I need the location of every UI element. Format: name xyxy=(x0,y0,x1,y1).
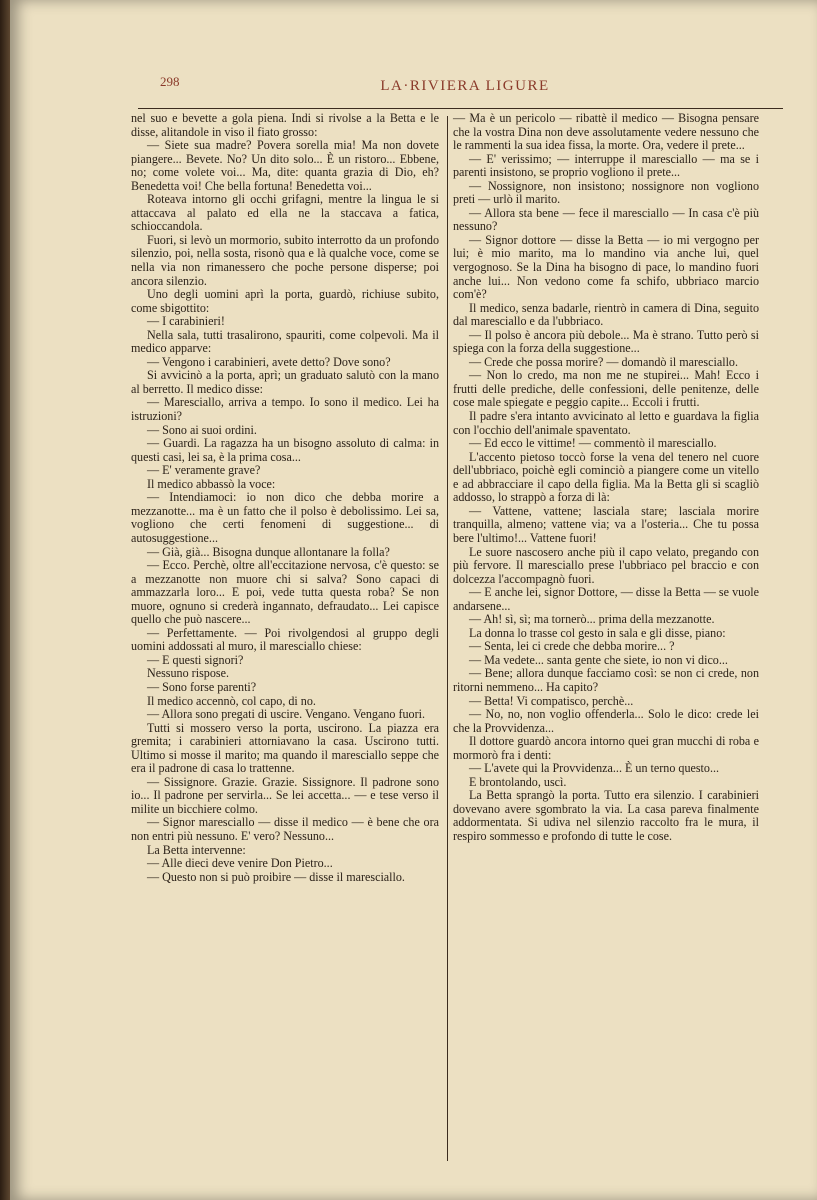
left-column-paragraph: Uno degli uomini aprì la porta, guardò, richiuse subito, come sbigottito: xyxy=(131,287,439,315)
running-title: LA·RIVIERA LIGURE xyxy=(380,78,550,94)
right-column-paragraph: Il padre s'era intanto avvicinato al letto e guardava la figlia con l'occhio dell'animale spaventato. xyxy=(453,409,759,437)
right-column-paragraph: — Bene; allora dunque facciamo così: se non ci crede, non ritorni nemmeno... Ha capito? xyxy=(453,666,759,694)
left-column-paragraph: — Vengono i carabinieri, avete detto? Dove sono? xyxy=(147,354,391,369)
right-column-paragraph: — Allora sta bene — fece il maresciallo — In casa c'è più nessuno? xyxy=(453,205,759,234)
left-column-paragraph: — E questi signori? xyxy=(147,652,244,667)
left-column-paragraph: — Sissignore. Grazie. Grazie. Sissignore. Il padrone sono io... Il padrone per servirla... Se lei accetta... — e tese verso il milite un bicchiere colmo. xyxy=(131,774,439,816)
left-column-paragraph: — Allora sono pregati di uscire. Vengano. Vengano fuori. xyxy=(147,707,425,722)
right-column-paragraph: Il dottore guardò ancora intorno quei gran mucchi di roba e mormorò fra i denti: xyxy=(453,734,759,762)
left-column-paragraph: — Già, già... Bisogna dunque allontanare la folla? xyxy=(147,544,390,559)
right-column-paragraph: E brontolando, uscì. xyxy=(469,774,567,789)
left-column-paragraph: Si avvicinò a la porta, aprì; un graduato salutò con la mano al berretto. Il medico disse: xyxy=(131,368,439,396)
right-column-paragraph: — Vattene, vattene; lasciala stare; lasciala morire tranquilla, almeno; vattene via; va a l'osteria... Che tu possa bere l'ultimo!... Vattene fuori! xyxy=(453,503,759,545)
left-column-paragraph: nel suo e bevette a gola piena. Indi si rivolse a la Betta e le disse, alitandole in viso il fiato grosso: xyxy=(131,111,439,139)
left-column-paragraph: — Ecco. Perchè, oltre all'eccitazione nervosa, c'è questo: se a mezzanotte non muore chi si salva? Sono capaci di ammazzarla loro... E poi, vede tutta questa roba? Se non muore, ognuno si crederà ingannato, defraudato... Lei capisce quello che può nascere... xyxy=(131,558,439,627)
right-column-paragraph: — Ah! sì, sì; ma tornerò... prima della mezzanotte. xyxy=(469,612,715,627)
book-spine-shadow xyxy=(0,0,10,1200)
right-column-paragraph: L'accento pietoso toccò forse la vena del tenero nel cuore dell'ubbriaco, poichè egli cominciò a piangere come un vitello e ad abbracciare il capo della figlia. Ma la Betta gli si scagliò addosso, lo strappò a forza di là: xyxy=(453,449,759,505)
left-column-paragraph: Tutti si mossero verso la porta, uscirono. La piazza era gremita; i carabinieri attorniavano la casa. Uscirono tutti. Ultimo si mosse il marito; ma quando il maresciallo seppe che era il padrone di casa lo trattenne. xyxy=(131,720,439,776)
right-column-paragraph: La donna lo trasse col gesto in sala e gli disse, piano: xyxy=(469,625,726,640)
left-column-paragraph: — Intendiamoci: io non dico che debba morire a mezzanotte... ma è un fatto che il polso è debolissimo. Lei sa, vogliono che certi fenomeni di suggestione... di autosuggestione... xyxy=(131,490,439,545)
right-column-paragraph: — Ma vedete... santa gente che siete, io non vi dico... xyxy=(469,652,728,667)
right-column-paragraph: — Betta! Vi compatisco, perchè... xyxy=(469,693,634,708)
left-column-paragraph: — Siete sua madre? Povera sorella mia! Ma non dovete piangere... Bevete. No? Un dito solo... È un ristoro... Ebbene, no; come volete voi... Ma, dite: quanta grazia di Dio, eh? Benedetta voi! Che bella fortuna! Benedetta voi... xyxy=(131,138,439,193)
right-column-paragraph: — Il polso è ancora più debole... Ma è strano. Tutto però si spiega con la forza della suggestione... xyxy=(453,327,759,356)
column-divider xyxy=(447,116,448,1161)
right-column-paragraph: — Signor dottore — disse la Betta — io mi vergogno per lui; è mio marito, ma lo mandino via anche lui, quel vergognoso. Se la Dina ha bisogno di pace, lo mandino fuori anche lui... Non vedono come fa schifo, ubbriaco marcio com'è? xyxy=(453,232,759,302)
left-column-paragraph: — Guardi. La ragazza ha un bisogno assoluto di calma: in questi casi, lei sa, è la prima cosa... xyxy=(131,436,439,464)
right-column-paragraph: — No, no, non voglio offenderla... Solo le dico: crede lei che la Provvidenza... xyxy=(453,707,759,735)
right-column-paragraph: La Betta sprangò la porta. Tutto era silenzio. I carabinieri dovevano avere sgombrato la via. La casa pareva finalmente addormentata. Si udiva nel silenzio raccolto fra le mura, il respiro sommesso e profondo di tutte le cose. xyxy=(453,788,759,843)
right-column-paragraph: — L'avete qui la Provvidenza... È un terno questo... xyxy=(469,761,720,776)
left-column-paragraph: La Betta intervenne: xyxy=(147,842,246,857)
left-text-column xyxy=(131,112,439,884)
left-column-paragraph: — Questo non si può proibire — disse il maresciallo. xyxy=(147,869,405,884)
right-column-paragraph: — Non lo credo, ma non me ne stupirei... Mah! Ecco i frutti delle prediche, delle confessioni, delle penitenze, delle cose male spiegate e peggio capite... Eccoli i frutti. xyxy=(453,368,759,410)
right-text-column xyxy=(453,112,759,844)
page-header xyxy=(150,74,780,102)
page-number: 298 xyxy=(160,74,180,89)
left-column-paragraph: Nella sala, tutti trasalirono, spauriti, come colpevoli. Ma il medico apparve: xyxy=(131,327,439,356)
left-column-paragraph: — I carabinieri! xyxy=(147,314,225,329)
left-column-paragraph: — Alle dieci deve venire Don Pietro... xyxy=(147,856,333,871)
left-column-paragraph: Nessuno rispose. xyxy=(147,666,229,681)
right-column-paragraph: — Nossignore, non insistono; nossignore non vogliono preti — urlò il marito. xyxy=(453,178,759,207)
right-column-paragraph: — E' verissimo; — interruppe il maresciallo — ma se i parenti insistono, se proprio vogliono il prete... xyxy=(453,151,759,180)
right-column-paragraph: — Ed ecco le vittime! — commentò il maresciallo. xyxy=(469,436,717,451)
right-column-paragraph: Il medico, senza badarle, rientrò in camera di Dina, seguito dal maresciallo e da l'ubbriaco. xyxy=(453,300,759,329)
left-column-paragraph: Roteava intorno gli occhi grifagni, mentre la lingua le si attaccava al palato ed ella ne la staccava a fatica, schioccandola. xyxy=(131,192,439,234)
left-column-paragraph: — Maresciallo, arriva a tempo. Io sono il medico. Lei ha istruzioni? xyxy=(131,395,439,424)
left-column-paragraph: Il medico accennò, col capo, di no. xyxy=(147,693,316,708)
left-column-paragraph: — E' veramente grave? xyxy=(147,463,261,478)
left-column-paragraph: — Sono ai suoi ordini. xyxy=(147,422,257,437)
right-column-paragraph: — Senta, lei ci crede che debba morire... ? xyxy=(469,639,675,654)
header-rule xyxy=(138,108,783,109)
left-column-paragraph: — Signor maresciallo — disse il medico — è bene che ora non entri più nessuno. E' vero? Nessuno... xyxy=(131,815,439,843)
left-column-paragraph: — Perfettamente. — Poi rivolgendosi al gruppo degli uomini addossati al muro, il maresciallo chiese: xyxy=(131,625,439,654)
right-column-paragraph: — Ma è un pericolo — ribattè il medico — Bisogna pensare che la vostra Dina non deve assolutamente vedere nessuno che le rammenti la sua idea fissa, la morte. Ora, vedere il prete... xyxy=(453,111,759,153)
left-column-paragraph: Il medico abbassò la voce: xyxy=(147,476,276,491)
right-column-paragraph: — Crede che possa morire? — domandò il maresciallo. xyxy=(469,354,739,369)
right-column-paragraph: Le suore nascosero anche più il capo velato, pregando con più fervore. Il maresciallo prese l'ubbriaco pel braccio e con dolcezza l'accompagnò fuori. xyxy=(453,544,759,586)
right-column-paragraph: — E anche lei, signor Dottore, — disse la Betta — se vuole andarsene... xyxy=(453,585,759,613)
left-column-paragraph: Fuori, si levò un mormorio, subito interrotto da un profondo silenzio, poi, nella sosta, risonò qua e là qualche voce, come se nella via non rimanessero che poche persone disperse; poi ancora silenzio. xyxy=(131,232,439,288)
left-column-paragraph: — Sono forse parenti? xyxy=(147,679,257,694)
